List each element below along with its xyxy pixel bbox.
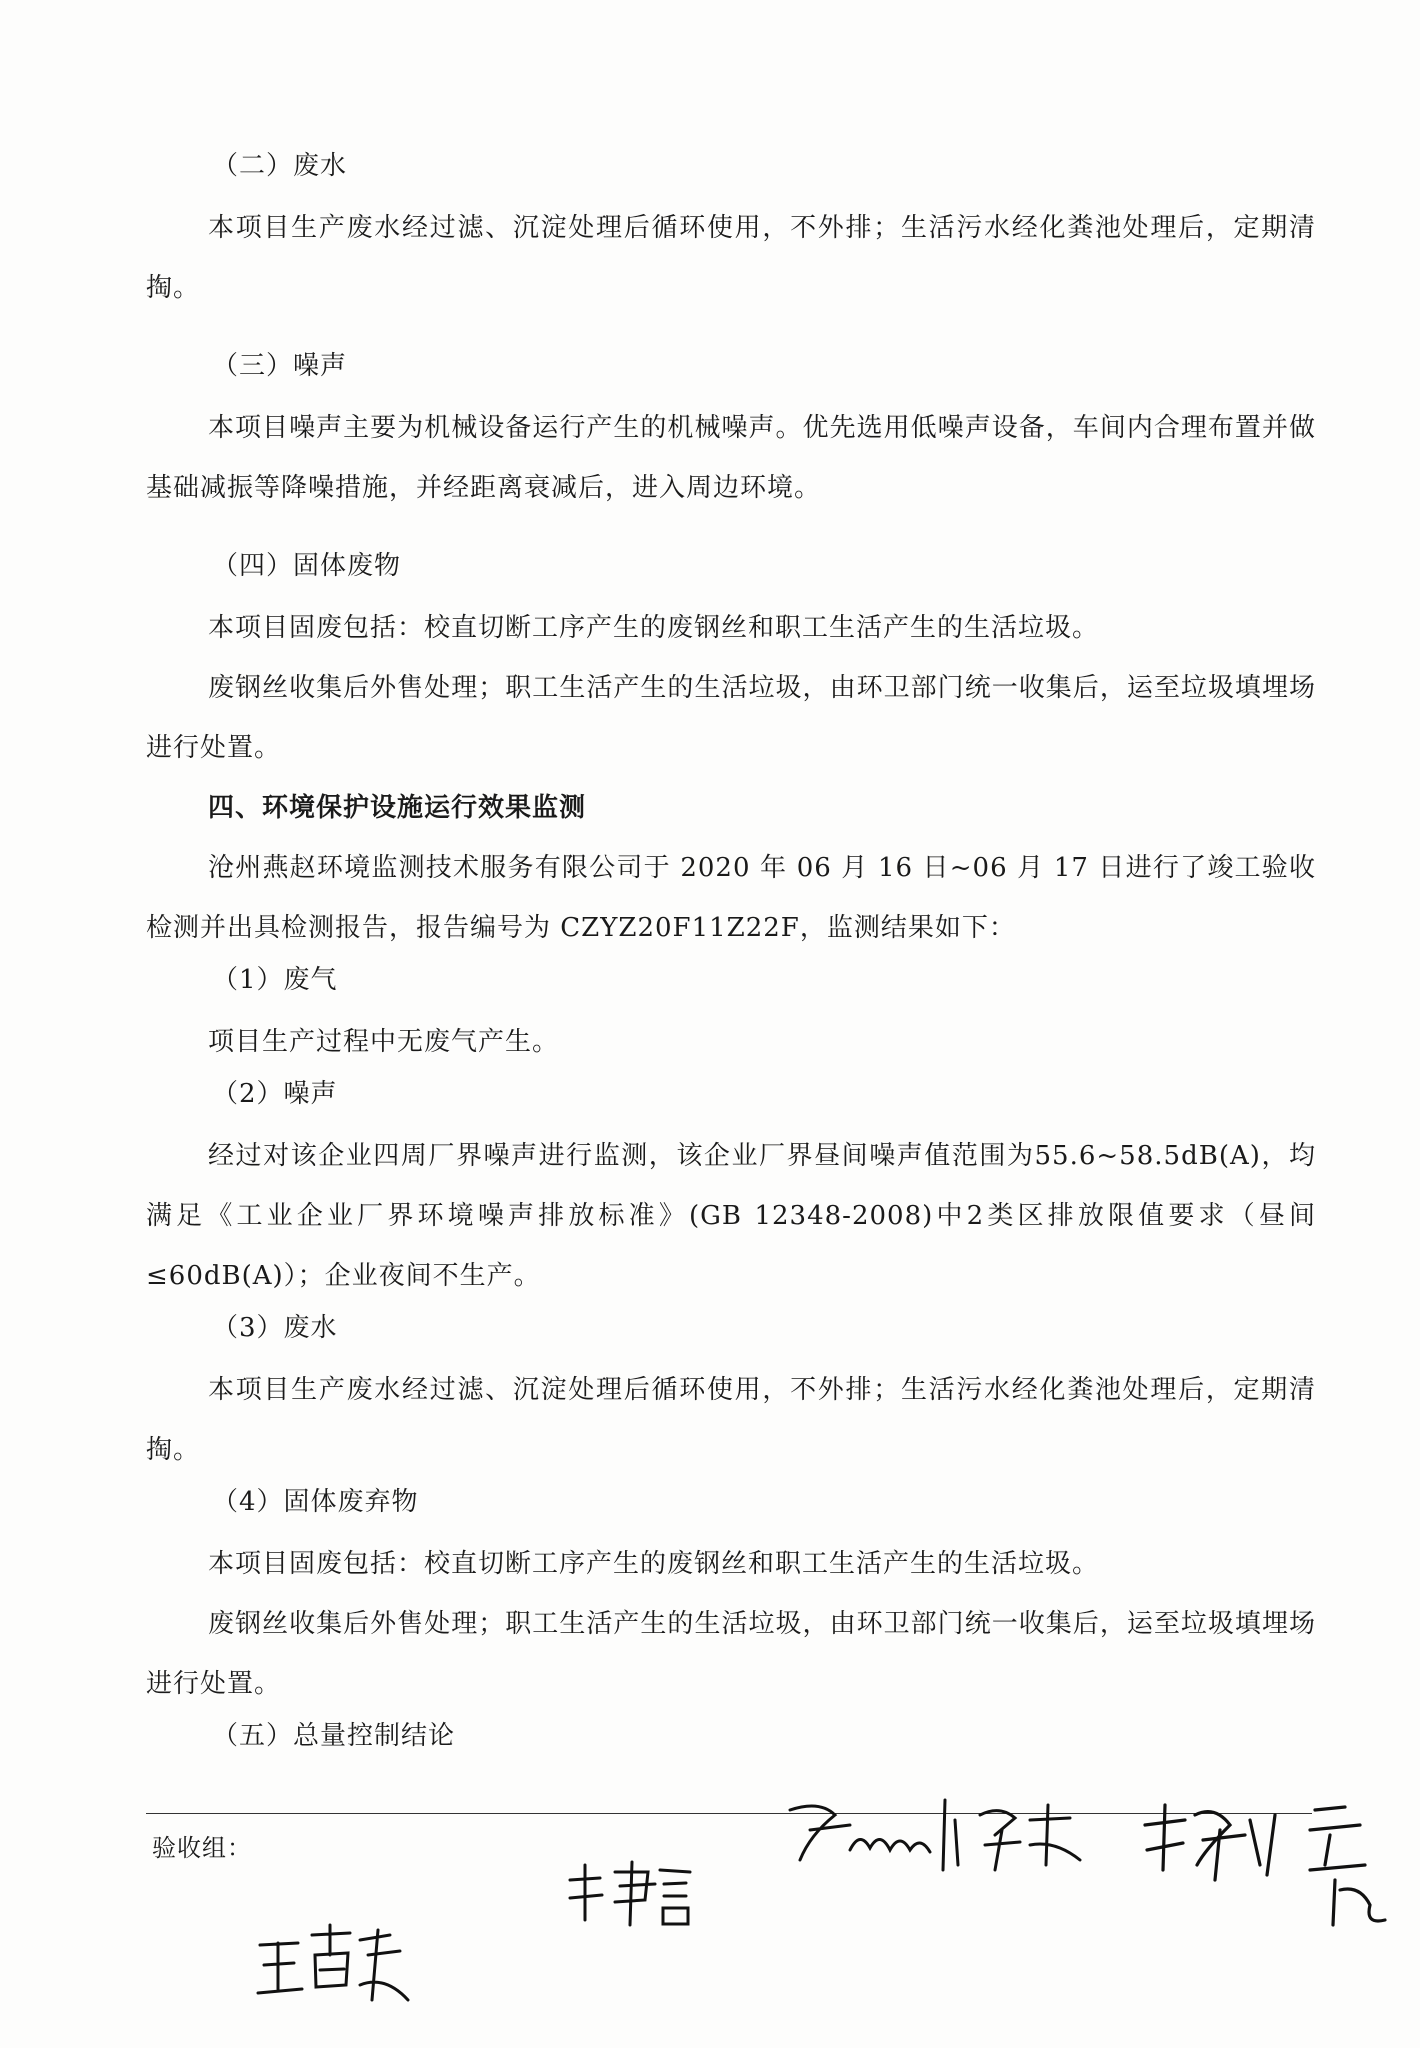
body-paragraph: 本项目固废包括：校直切断工序产生的废钢丝和职工生活产生的生活垃圾。	[208, 1549, 1100, 1579]
section-heading: （3）废水	[212, 1313, 338, 1343]
section-heading: （五）总量控制结论	[212, 1721, 456, 1751]
signature-3	[1135, 1795, 1395, 1935]
body-paragraph: 废钢丝收集后外售处理；职工生活产生的生活垃圾，由环卫部门统一收集后，运至垃圾填埋场进行处置。	[146, 673, 1316, 763]
body-paragraph: 本项目固废包括：校直切断工序产生的废钢丝和职工生活产生的生活垃圾。	[208, 613, 1100, 643]
body-paragraph: 本项目生产废水经过滤、沉淀处理后循环使用，不外排；生活污水经化粪池处理后，定期清掏。	[146, 213, 1316, 303]
body-paragraph: 沧州燕赵环境监测技术服务有限公司于 2020 年 06 月 16 日~06 月 17 日进行了竣工验收检测并出具检测报告，报告编号为 CZYZ20F11Z22F，监测结果如下：	[146, 853, 1316, 943]
signature-2	[780, 1790, 1110, 1885]
signature-4	[250, 1915, 420, 2015]
acceptance-group-label: 验收组：	[152, 1834, 252, 1862]
body-paragraph: 经过对该企业四周厂界噪声进行监测，该企业厂界昼间噪声值范围为55.6~58.5dB(A)，均满足《工业企业厂界环境噪声排放标准》(GB 12348-2008)中2类区排放限值要求（昼间≤60dB(A)）；企业夜间不生产。	[146, 1141, 1316, 1291]
section-heading: （1）废气	[212, 965, 338, 995]
section-gap	[146, 318, 1316, 344]
document-body	[146, 144, 1316, 1768]
section-heading: （2）噪声	[212, 1079, 338, 1109]
section-heading: （二）废水	[212, 151, 348, 181]
chapter-heading: 四、环境保护设施运行效果监测	[208, 793, 587, 823]
section-heading: （4）固体废弃物	[212, 1487, 419, 1517]
body-paragraph: 项目生产过程中无废气产生。	[208, 1027, 560, 1057]
section-gap	[146, 518, 1316, 544]
body-paragraph: 废钢丝收集后外售处理；职工生活产生的生活垃圾，由环卫部门统一收集后，运至垃圾填埋场进行处置。	[146, 1609, 1316, 1699]
signature-1	[560, 1850, 700, 1940]
body-paragraph: 本项目噪声主要为机械设备运行产生的机械噪声。优先选用低噪声设备，车间内合理布置并做基础减振等降噪措施，并经距离衰减后，进入周边环境。	[146, 413, 1316, 503]
section-heading: （三）噪声	[212, 351, 348, 381]
body-paragraph: 本项目生产废水经过滤、沉淀处理后循环使用，不外排；生活污水经化粪池处理后，定期清掏。	[146, 1375, 1316, 1465]
section-heading: （四）固体废物	[212, 551, 402, 581]
